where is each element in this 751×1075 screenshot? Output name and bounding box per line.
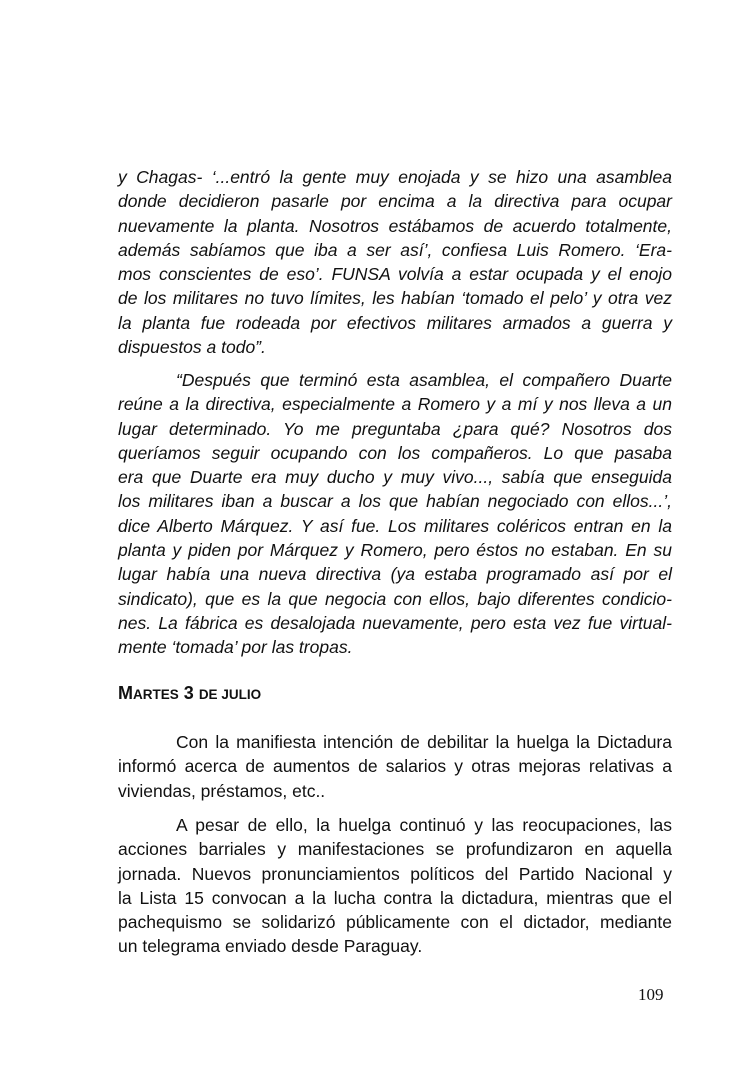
text-line: pachequismo se solidarizó públicamente con el dictador, mediante xyxy=(118,912,672,933)
text-line: nes. La fábrica es desalojada nuevamente, pero esta vez fue virtual- xyxy=(118,612,672,633)
text-line: viviendas, préstamos, etc.. xyxy=(118,780,326,801)
text-line: “Después que terminó esta asamblea, el compañero Duarte xyxy=(176,370,672,390)
heading-initial: M xyxy=(118,683,133,703)
page-number: 109 xyxy=(638,985,664,1004)
text-line: Con la manifiesta intención de debilitar la huelga la Dictadura xyxy=(176,732,672,752)
text-line: jornada. Nuevos pronunciamientos políticos del Partido Nacional y xyxy=(118,863,672,884)
text-line: queríamos seguir ocupando con los compañeros. Lo que pasaba xyxy=(118,442,672,463)
text-line: lugar había una nueva directiva (ya estaba programado así por el xyxy=(118,564,672,585)
text-line: la Lista 15 convocan a la lucha contra la dictadura, mientras que el xyxy=(118,887,672,908)
paragraph-2 xyxy=(118,368,672,660)
section-heading xyxy=(118,681,261,705)
text-line: dispuestos a todo”. xyxy=(118,337,266,358)
paragraph-4 xyxy=(118,813,672,959)
text-line: un telegrama enviado desde Paraguay. xyxy=(118,936,423,957)
heading-word-1: ARTES xyxy=(133,687,179,702)
text-line: donde decidieron pasarle por encima a la directiva para ocupar xyxy=(118,191,672,212)
text-line: la planta fue rodeada por efectivos militares armados a guerra y xyxy=(118,312,672,333)
heading-word-2: DE JULIO xyxy=(198,687,262,702)
paragraph-3 xyxy=(118,730,672,803)
text-line: dice Alberto Márquez. Y así fue. Los militares coléricos entran en la xyxy=(118,515,672,536)
text-line: A pesar de ello, la huelga continuó y las reocupaciones, las xyxy=(176,815,672,835)
text-line: mos conscientes de eso’. FUNSA volvía a estar ocupada y el enojo xyxy=(118,264,672,285)
text-line: además sabíamos que iba a ser así’, confiesa Luis Romero. ‘Era- xyxy=(118,239,672,260)
text-line: los militares iban a buscar a los que habían negociado con ellos...’, xyxy=(118,491,672,512)
text-line: y Chagas- ‘...entró la gente muy enojada y se hizo una asamblea xyxy=(118,167,672,187)
text-line: lugar determinado. Yo me preguntaba ¿para qué? Nosotros dos xyxy=(118,418,672,439)
text-line: era que Duarte era muy ducho y muy vivo..., sabía que enseguida xyxy=(118,467,672,488)
text-line: sindicato), que es la que negocia con ellos, bajo diferentes condicio- xyxy=(118,588,672,609)
text-line: reúne a la directiva, especialmente a Romero y a mí y nos lleva a un xyxy=(118,394,672,415)
text-line: acciones barriales y manifestaciones se profundizaron en aquella xyxy=(118,839,672,860)
heading-number: 3 xyxy=(183,683,194,703)
text-line: informó acerca de aumentos de salarios y otras mejoras relativas a xyxy=(118,756,672,777)
text-line: de los militares no tuvo límites, les habían ‘tomado el pelo’ y otra vez xyxy=(118,288,672,309)
text-line: mente ‘tomada’ por las tropas. xyxy=(118,637,353,658)
paragraph-1 xyxy=(118,165,672,359)
text-line: planta y piden por Márquez y Romero, pero éstos no estaban. En su xyxy=(118,540,672,561)
text-line: nuevamente la planta. Nosotros estábamos de acuerdo totalmente, xyxy=(118,215,672,236)
